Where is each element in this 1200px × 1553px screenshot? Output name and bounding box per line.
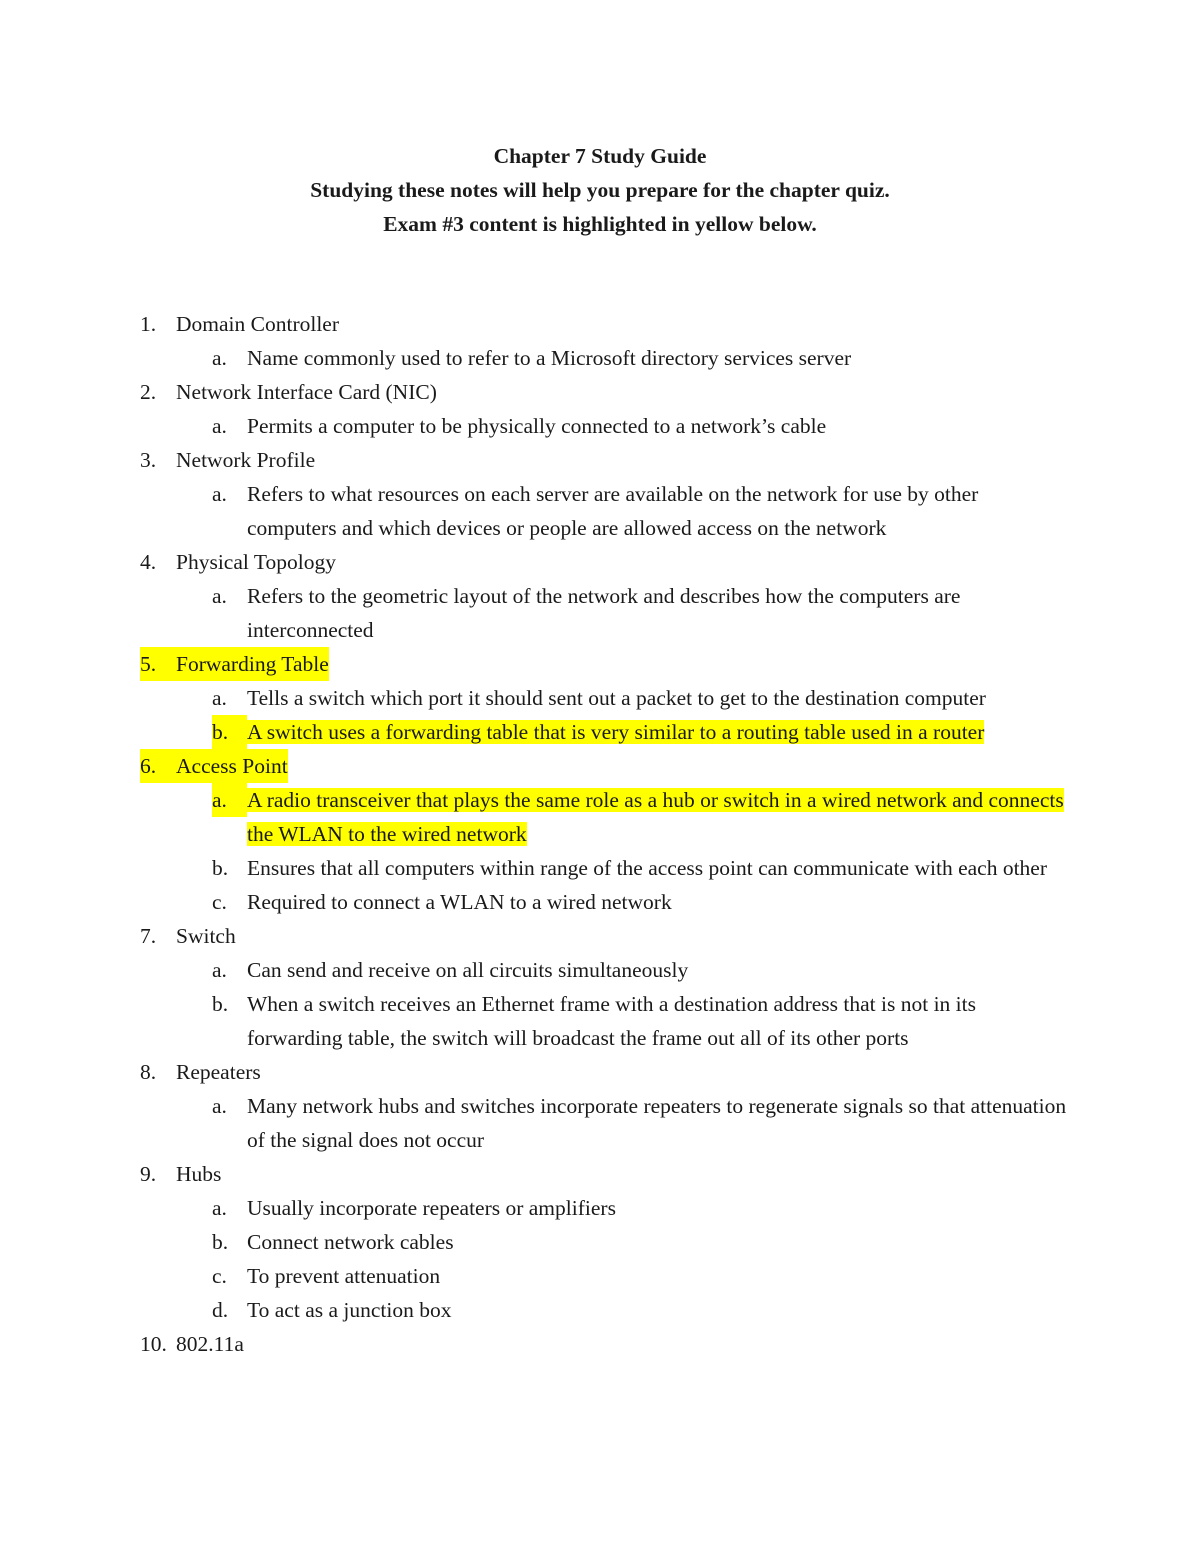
sub-item-text: Permits a computer to be physically connected to a network’s cable [247, 414, 827, 438]
sub-item-text: Many network hubs and switches incorporate repeaters to regenerate signals so that attenuation of the signal does not occur [247, 1094, 1067, 1152]
sub-item-text: Name commonly used to refer to a Microsoft directory services server [247, 346, 852, 370]
item-number: 9. [140, 1162, 157, 1186]
sub-item-letter: a. [212, 346, 227, 370]
list-item [0, 647, 1200, 681]
item-number: 7. [140, 924, 157, 948]
sub-item [0, 341, 1200, 375]
item-number: 2. [140, 380, 157, 404]
sub-item-text: Refers to the geometric layout of the network and describes how the computers are interconnected [247, 584, 961, 642]
sub-item-text: Usually incorporate repeaters or amplifiers [247, 1196, 616, 1220]
sub-item-letter: a. [212, 1196, 227, 1220]
item-term: Hubs [176, 1162, 222, 1186]
list-item [0, 919, 1200, 953]
list-item [0, 375, 1200, 409]
sub-item-letter: a. [212, 482, 227, 506]
sub-item [0, 1259, 1200, 1293]
list-item [0, 1055, 1200, 1089]
study-list [0, 307, 1200, 1361]
sub-item [0, 987, 1200, 1055]
sub-item [0, 477, 1200, 545]
sub-item [0, 783, 1200, 851]
document-subtitle: Studying these notes will help you prepare for the chapter quiz. [310, 178, 890, 202]
item-number: 8. [140, 1060, 157, 1084]
item-term: 802.11a [176, 1332, 244, 1356]
sub-item-text: When a switch receives an Ethernet frame with a destination address that is not in its forwarding table, the switch will broadcast the frame out all of its other ports [247, 992, 976, 1050]
document-header [0, 139, 1200, 241]
sub-item-text: Can send and receive on all circuits simultaneously [247, 958, 689, 982]
item-number: 1. [140, 312, 157, 336]
item-term: Access Point [176, 749, 288, 783]
sub-item-letter: a. [212, 686, 227, 710]
sub-item-letter: b. [212, 856, 229, 880]
item-term: Physical Topology [176, 550, 336, 574]
item-number: 10. [140, 1332, 167, 1356]
item-term: Switch [176, 924, 236, 948]
list-item [0, 1327, 1200, 1361]
list-item [0, 307, 1200, 341]
item-term: Repeaters [176, 1060, 261, 1084]
list-item [0, 749, 1200, 783]
sub-item [0, 885, 1200, 919]
item-number: 3. [140, 448, 157, 472]
sub-item-letter: b. [212, 1230, 229, 1254]
sub-item-text: To act as a junction box [247, 1298, 452, 1322]
sub-item [0, 953, 1200, 987]
sub-item-text: Required to connect a WLAN to a wired network [247, 890, 672, 914]
sub-item [0, 681, 1200, 715]
sub-item-text: To prevent attenuation [247, 1264, 441, 1288]
list-item [0, 1157, 1200, 1191]
sub-item-letter: a. [212, 958, 227, 982]
sub-item-letter: a. [212, 414, 227, 438]
list-item [0, 443, 1200, 477]
sub-item-letter: b. [212, 715, 247, 749]
item-number: 6. [140, 749, 176, 783]
sub-item [0, 1293, 1200, 1327]
item-term: Network Interface Card (NIC) [176, 380, 437, 404]
sub-item-letter: a. [212, 783, 247, 817]
sub-item-text: Connect network cables [247, 1230, 454, 1254]
document-title: Chapter 7 Study Guide [493, 144, 707, 168]
document-note: Exam #3 content is highlighted in yellow below. [383, 212, 817, 236]
sub-item-letter: a. [212, 584, 227, 608]
item-number: 5. [140, 647, 176, 681]
sub-item-text: Ensures that all computers within range of the access point can communicate with each other [247, 856, 1048, 880]
sub-item-text: A switch uses a forwarding table that is very similar to a routing table used in a router [247, 720, 985, 744]
sub-item [0, 579, 1200, 647]
sub-item [0, 851, 1200, 885]
sub-item [0, 1225, 1200, 1259]
sub-item-text: A radio transceiver that plays the same role as a hub or switch in a wired network and connects the WLAN to the wired network [247, 788, 1064, 846]
item-number: 4. [140, 550, 157, 574]
sub-item [0, 1191, 1200, 1225]
sub-item-letter: a. [212, 1094, 227, 1118]
list-item [0, 545, 1200, 579]
sub-item-text: Tells a switch which port it should sent out a packet to get to the destination computer [247, 686, 986, 710]
sub-item-letter: d. [212, 1298, 229, 1322]
item-term: Network Profile [176, 448, 316, 472]
sub-item [0, 715, 1200, 749]
sub-item [0, 1089, 1200, 1157]
sub-item-letter: c. [212, 1264, 227, 1288]
sub-item-letter: c. [212, 890, 227, 914]
item-term: Forwarding Table [176, 647, 329, 681]
sub-item-text: Refers to what resources on each server are available on the network for use by other computers and which devices or people are allowed access on the network [247, 482, 979, 540]
sub-item-letter: b. [212, 992, 229, 1016]
item-term: Domain Controller [176, 312, 340, 336]
sub-item [0, 409, 1200, 443]
